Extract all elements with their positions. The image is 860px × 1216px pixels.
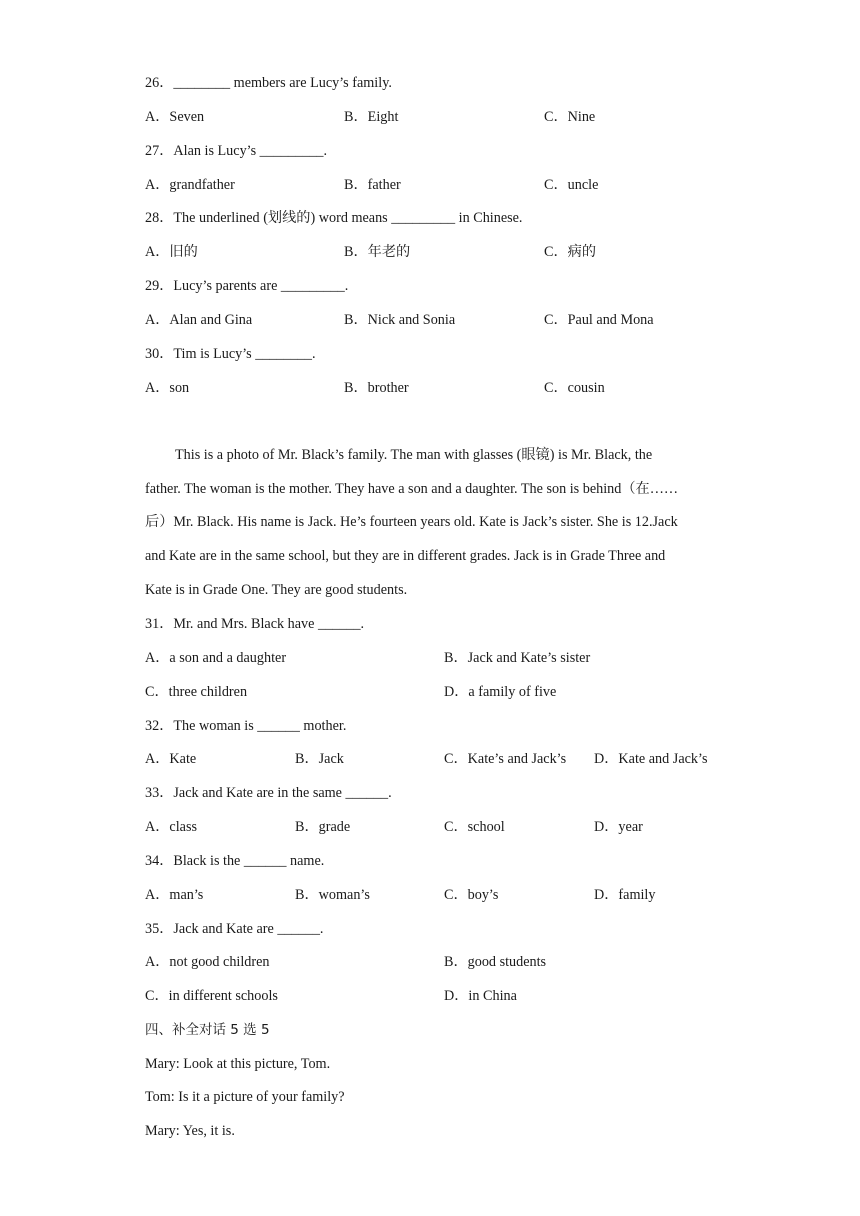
q26-option-b: B．Eight [344,109,399,125]
q27-option-a: A．grandfather [145,177,235,193]
passage-line-3: 后）Mr. Black. His name is Jack. He’s fourteen years old. Kate is Jack’s sister. She is 12.Jack [145,514,678,530]
passage-line-1: This is a photo of Mr. Black’s family. The man with glasses (眼镜) is Mr. Black, the [175,447,653,463]
dialogue-line-1: Mary: Look at this picture, Tom. [145,1056,331,1072]
passage-line-5: Kate is in Grade One. They are good students. [145,582,408,598]
q31-option-a: A．a son and a daughter [145,650,287,666]
q26-option-a: A．Seven [145,109,205,125]
q30-option-c: C．cousin [544,380,605,396]
q30-option-b: B．brother [344,380,409,396]
question-26: 26．________ members are Lucy’s family. [145,75,392,91]
q35-option-c: C．in different schools [145,988,278,1004]
q29-option-a: A．Alan and Gina [145,312,253,328]
q32-option-c: C．Kate’s and Jack’s [444,751,567,767]
dialogue-line-3: Mary: Yes, it is. [145,1123,235,1139]
passage-line-2: father. The woman is the mother. They have a son and a daughter. The son is behind（在…… [145,481,679,497]
question-32: 32．The woman is ______ mother. [145,718,347,734]
q33-option-c: C．school [444,819,505,835]
q35-option-a: A．not good children [145,954,270,970]
q32-option-b: B．Jack [295,751,344,767]
passage-line-4: and Kate are in the same school, but they are in different grades. Jack is in Grade Three and [145,548,666,564]
q28-option-a: A．旧的 [145,244,198,260]
q26-option-c: C．Nine [544,109,596,125]
q28-option-c: C．病的 [544,244,597,260]
q29-option-c: C．Paul and Mona [544,312,654,328]
question-34: 34．Black is the ______ name. [145,853,325,869]
question-35: 35．Jack and Kate are ______. [145,921,324,937]
q34-option-c: C．boy’s [444,887,499,903]
question-29: 29．Lucy’s parents are _________. [145,278,349,294]
dialogue-line-2: Tom: Is it a picture of your family? [145,1089,345,1105]
q28-option-b: B．年老的 [344,244,411,260]
q29-option-b: B．Nick and Sonia [344,312,456,328]
q35-option-b: B．good students [444,954,547,970]
question-27: 27．Alan is Lucy’s _________. [145,143,328,159]
question-28: 28．The underlined (划线的) word means _________ in Chinese. [145,210,523,226]
question-31: 31．Mr. and Mrs. Black have ______. [145,616,365,632]
question-33: 33．Jack and Kate are in the same ______. [145,785,392,801]
section-heading: 四、补全对话 5 选 5 [145,1022,270,1038]
question-30: 30．Tim is Lucy’s ________. [145,346,316,362]
q32-option-a: A．Kate [145,751,197,767]
q27-option-c: C．uncle [544,177,599,193]
q27-option-b: B．father [344,177,401,193]
q30-option-a: A．son [145,380,190,396]
q33-option-d: D．year [594,819,643,835]
q34-option-d: D．family [594,887,656,903]
q31-option-d: D．a family of five [444,684,557,700]
q34-option-b: B．woman’s [295,887,370,903]
q31-option-b: B．Jack and Kate’s sister [444,650,591,666]
q33-option-b: B．grade [295,819,351,835]
q33-option-a: A．class [145,819,198,835]
q32-option-d: D．Kate and Jack’s [594,751,708,767]
q34-option-a: A．man’s [145,887,204,903]
q35-option-d: D．in China [444,988,517,1004]
q31-option-c: C．three children [145,684,248,700]
